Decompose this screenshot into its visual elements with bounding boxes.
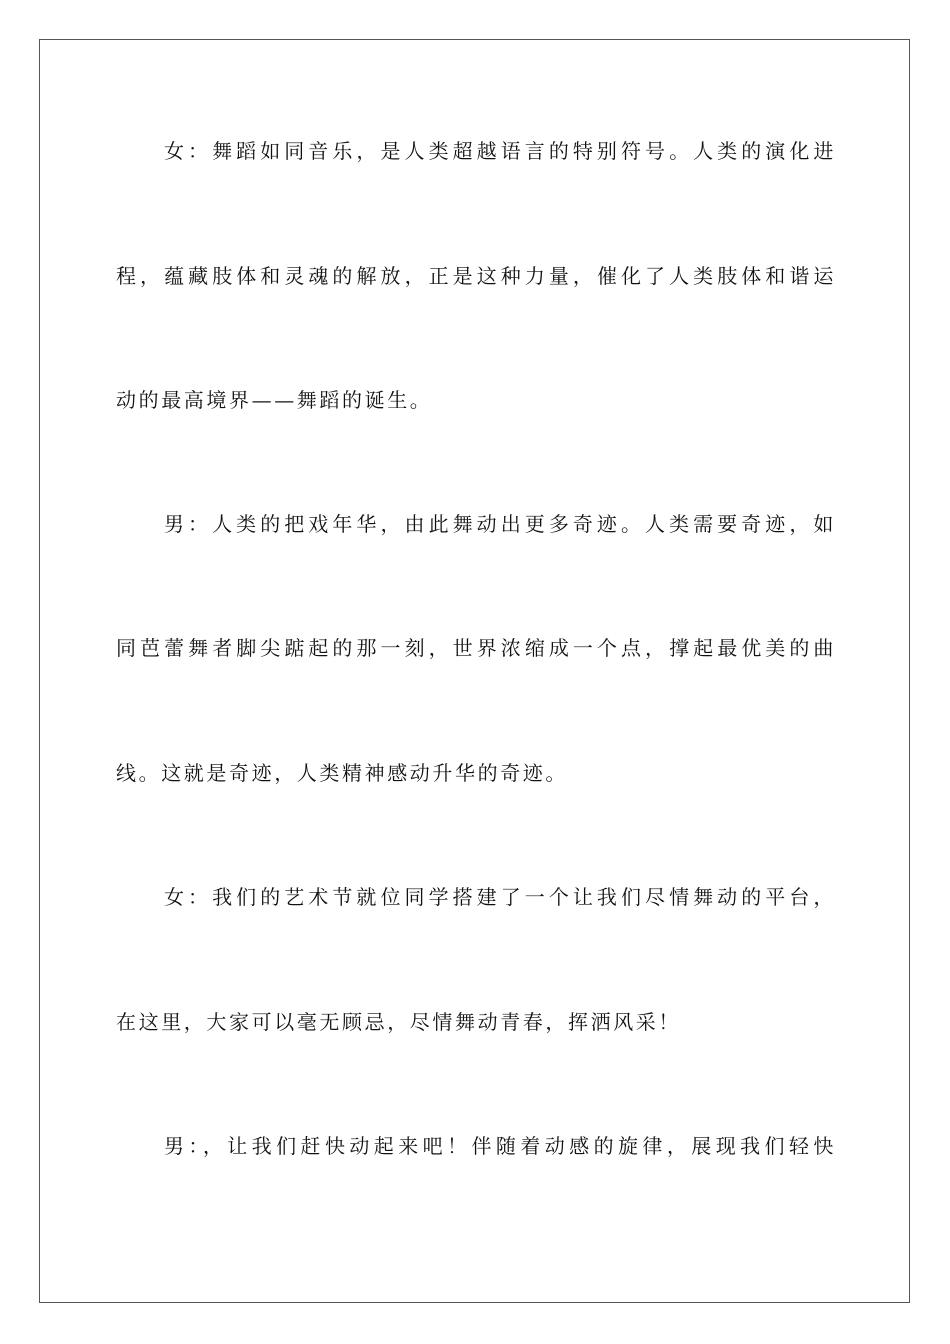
paragraph-2-line-3: 线。这就是奇迹，人类精神感动升华的奇迹。 <box>116 761 568 785</box>
paragraph-4-line-1: 男：，让我们赶快动起来吧！伴随着动感的旋律，展现我们轻快 <box>164 1134 836 1158</box>
paragraph-1-line-1: 女：舞蹈如同音乐，是人类超越语言的特别符号。人类的演化进 <box>164 139 836 163</box>
paragraph-1-line-3: 动的最高境界——舞蹈的诞生。 <box>116 388 433 412</box>
paragraph-2-line-2: 同芭蕾舞者脚尖踮起的那一刻，世界浓缩成一个点，撑起最优美的曲 <box>116 636 836 660</box>
paragraph-1-line-2: 程，蕴藏肢体和灵魂的解放，正是这种力量，催化了人类肢体和谐运 <box>116 264 836 288</box>
page-border <box>39 39 910 1303</box>
paragraph-2-line-1: 男：人类的把戏年华，由此舞动出更多奇迹。人类需要奇迹，如 <box>164 512 836 536</box>
paragraph-3-line-2: 在这里，大家可以毫无顾忌，尽情舞动青春，挥洒风采！ <box>116 1010 681 1034</box>
paragraph-3-line-1: 女：我们的艺术节就位同学搭建了一个让我们尽情舞动的平台， <box>164 885 836 909</box>
